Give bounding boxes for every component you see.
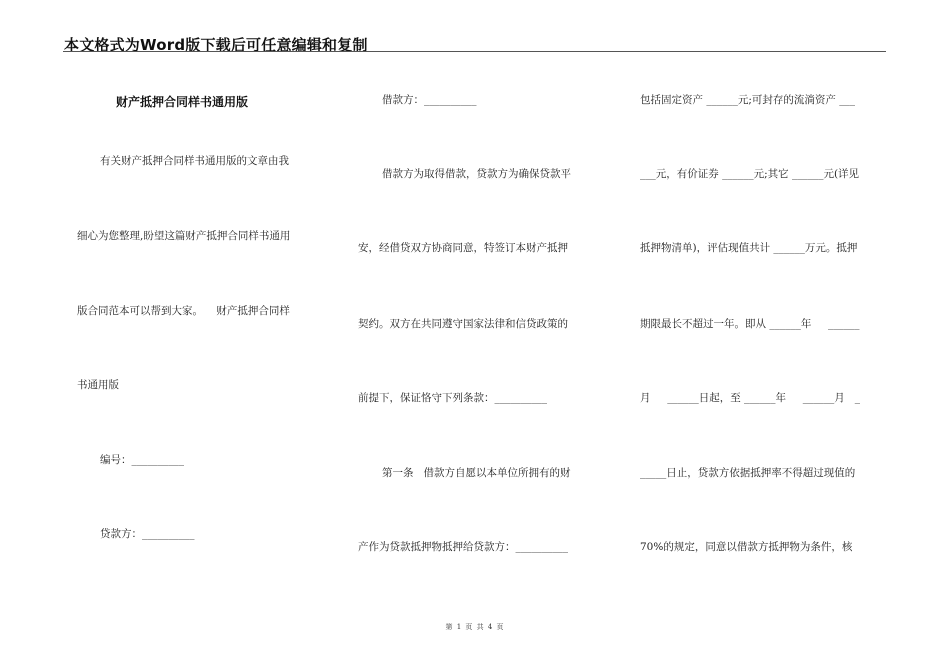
column-1-line-1: 有关财产抵押合同样书通用版的文章由我 [100,155,289,167]
contract-number-field: 编号：__________ [100,454,184,466]
page-number-footer: 第 1 页 共 4 页 [445,623,505,631]
lender-field: 贷款方：__________ [100,528,195,540]
column-3-line-2: ___元，有价证券 ______元;其它 ______元(详见 [640,168,860,180]
column-3-line-3: 抵押物清单)，评估现值共计 ______万元。抵押 [640,242,858,254]
article-1-line-1: 第一条 借款方自愿以本单位所拥有的财 [382,467,571,479]
column-2-line-3: 安，经借贷双方协商同意，特签订本财产抵押 [358,242,568,254]
column-3-line-5: 月 ______日起，至 ______年 ______月 _ [640,392,860,404]
header-divider [63,51,886,52]
column-3-line-4: 期限最长不超过一年。即从 ______年 ______ [640,318,860,330]
document-title: 财产抵押合同样书通用版 [116,95,249,109]
column-2-line-5: 前提下，保证恪守下列条款：__________ [358,392,547,404]
document-header-title: 本文格式为Word版下载后可任意编辑和复制 [64,36,368,54]
borrower-field: 借款方：__________ [382,94,477,106]
column-2-line-2: 借款方为取得借款，贷款方为确保贷款平 [382,168,571,180]
column-1-line-3: 版合同范本可以帮到大家。 财产抵押合同样 [77,305,290,317]
column-2-line-4: 契约。双方在共同遵守国家法律和信贷政策的 [358,318,568,330]
column-3-line-6: _____日止，贷款方依据抵押率不得超过现值的 [640,467,856,479]
column-1-line-2: 细心为您整理,盼望这篇财产抵押合同样书通用 [77,230,291,242]
column-3-line-1: 包括固定资产 ______元;可封存的流淌资产 ___ [640,94,855,106]
column-3-line-7: 70%的规定，同意以借款方抵押物为条件，核 [640,541,853,553]
article-1-line-2: 产作为贷款抵押物抵押给贷款方：__________ [358,541,568,553]
column-1-line-4: 书通用版 [77,379,119,391]
